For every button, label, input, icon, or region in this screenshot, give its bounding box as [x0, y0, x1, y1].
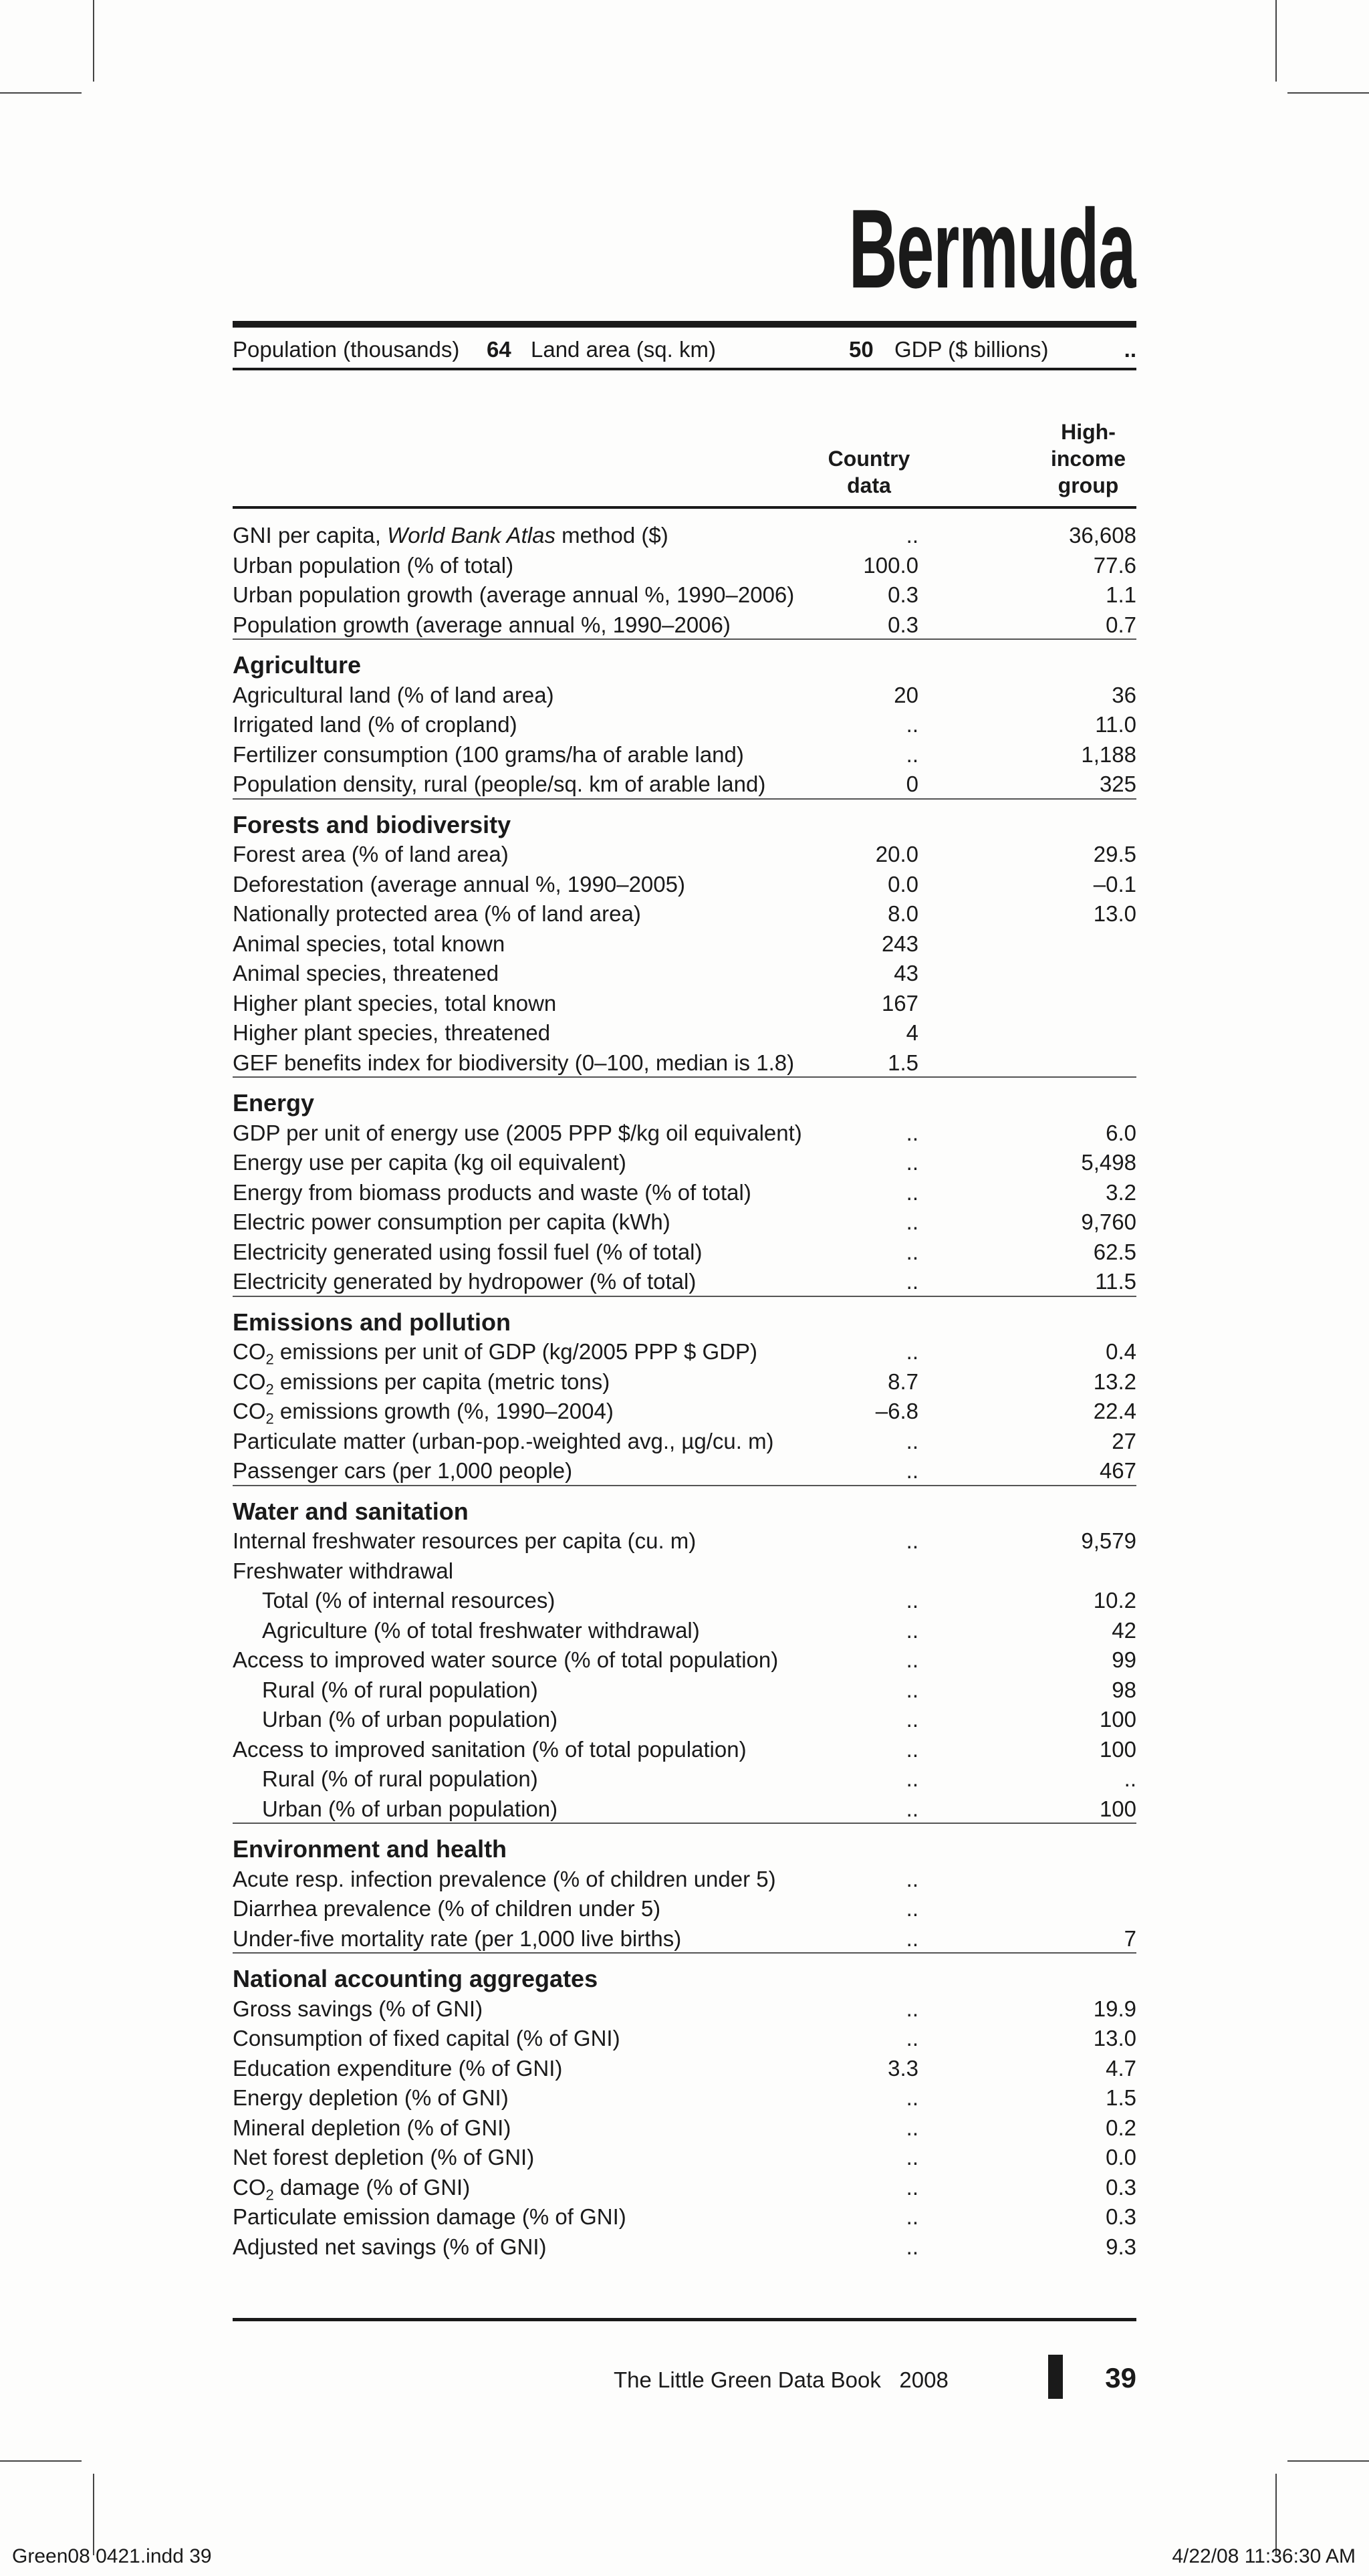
table-row	[233, 1397, 1136, 1426]
row-label: Rural (% of rural population)	[262, 1677, 538, 1702]
crop-mark	[1287, 92, 1369, 94]
country-value: ..	[906, 1179, 918, 1205]
section-divider	[233, 1952, 1136, 1954]
country-value: ..	[906, 712, 918, 737]
row-label: Freshwater withdrawal	[233, 1558, 454, 1583]
bottom-thick-rule	[233, 2318, 1136, 2321]
country-value: ..	[906, 1707, 918, 1732]
country-value: ..	[906, 1925, 918, 1951]
group-value: 36,608	[1069, 523, 1136, 548]
country-value: ..	[906, 2204, 918, 2229]
subscript: 2	[265, 1381, 274, 1398]
row-label: Urban (% of urban population)	[262, 1796, 558, 1821]
country-value: ..	[906, 1766, 918, 1791]
country-value: 3.3	[888, 2055, 918, 2081]
row-label: Irrigated land (% of cropland)	[233, 712, 517, 737]
top-thick-rule	[233, 321, 1136, 328]
crop-mark	[1287, 2460, 1369, 2462]
group-value: 325	[1099, 772, 1136, 796]
row-label: Adjusted net savings (% of GNI)	[233, 2234, 547, 2259]
table-row	[233, 1018, 1136, 1048]
footer-book-title: The Little Green Data Book 2008	[614, 2367, 949, 2392]
row-label: Consumption of fixed capital (% of GNI)	[233, 2026, 620, 2051]
country-value: ..	[906, 2115, 918, 2140]
row-label: Urban (% of urban population)	[262, 1707, 558, 1732]
crop-mark	[1275, 0, 1277, 82]
group-value: 0.7	[1106, 612, 1136, 637]
row-label: GDP per unit of energy use (2005 PPP $/kg oil equivalent)	[233, 1120, 802, 1145]
group-value: 9,760	[1081, 1209, 1136, 1234]
row-label: Gross savings (% of GNI)	[233, 1996, 483, 2021]
row-label: Electricity generated by hydropower (% of total)	[233, 1269, 697, 1294]
table-row	[233, 1337, 1136, 1367]
row-label: Energy from biomass products and waste (% of total)	[233, 1179, 751, 1205]
table-row	[233, 2054, 1136, 2083]
country-value: 8.0	[888, 901, 918, 926]
country-value: ..	[906, 2085, 918, 2110]
table-row	[233, 1148, 1136, 1177]
crop-mark	[0, 92, 82, 94]
population-label: Population (thousands)	[233, 337, 460, 362]
group-value: 0.4	[1106, 1339, 1136, 1364]
country-value: ..	[906, 1428, 918, 1453]
group-value: 3.2	[1106, 1179, 1136, 1205]
table-row	[233, 899, 1136, 929]
table-row	[233, 1924, 1136, 1954]
row-label: Electric power consumption per capita (kWh)	[233, 1209, 670, 1234]
row-label: Passenger cars (per 1,000 people)	[233, 1458, 573, 1483]
group-value: 11.0	[1095, 712, 1136, 737]
row-label: $CO_2$ emissions per capita (metric tons)	[233, 1369, 610, 1398]
section-title: Energy	[233, 1089, 315, 1117]
table-row	[233, 551, 1136, 580]
table-row	[233, 2173, 1136, 2202]
section-title: Forests and biodiversity	[233, 811, 511, 838]
country-value: 20.0	[875, 842, 918, 866]
footer-year: 2008	[899, 2367, 949, 2392]
row-label: Forest area (% of land area)	[233, 842, 509, 866]
table-row	[233, 1894, 1136, 1923]
table-row	[233, 1178, 1136, 1207]
section-divider	[233, 1485, 1136, 1486]
group-value: 98	[1112, 1677, 1136, 1702]
table-row	[233, 1705, 1136, 1734]
table-row	[233, 681, 1136, 710]
country-value: 0	[906, 772, 918, 796]
country-value: ..	[906, 1617, 918, 1643]
table-row	[233, 580, 1136, 610]
country-value: 167	[881, 990, 918, 1016]
slug-datetime: 4/22/08 11:36:30 AM	[1172, 2545, 1356, 2567]
crop-mark	[1275, 2474, 1277, 2555]
subscript: 2	[265, 2186, 274, 2204]
land-area-label: Land area (sq. km)	[531, 337, 716, 362]
section-divider	[233, 1076, 1136, 1078]
group-value: –0.1	[1093, 871, 1136, 897]
table-row	[233, 2232, 1136, 2262]
table-row	[233, 1048, 1136, 1078]
group-value: 62.5	[1093, 1239, 1136, 1264]
section-divider	[233, 1296, 1136, 1297]
section-title: National accounting aggregates	[233, 1965, 598, 1992]
row-label: Access to improved sanitation (% of total population)	[233, 1736, 747, 1762]
group-value: 99	[1112, 1647, 1136, 1672]
group-value: 13.2	[1093, 1369, 1136, 1394]
table-row	[233, 1616, 1136, 1645]
group-value: 4.7	[1106, 2055, 1136, 2081]
row-label: Population growth (average annual %, 1990–2006)	[233, 612, 731, 637]
group-value: 9.3	[1106, 2234, 1136, 2259]
country-value: ..	[906, 2026, 918, 2051]
group-value: 1,188	[1081, 741, 1136, 767]
country-value: ..	[906, 1896, 918, 1921]
crop-mark	[93, 2474, 94, 2555]
group-value: 467	[1099, 1458, 1136, 1483]
country-value: ..	[906, 1269, 918, 1294]
table-row	[233, 2024, 1136, 2053]
country-value: ..	[906, 1528, 918, 1553]
country-value: 0.0	[888, 871, 918, 897]
group-value: ..	[1124, 1766, 1136, 1791]
country-value: ..	[906, 741, 918, 767]
group-value: 5,498	[1081, 1150, 1136, 1175]
table-row	[233, 840, 1136, 869]
row-label: Total (% of internal resources)	[262, 1588, 555, 1613]
section-title: Environment and health	[233, 1835, 507, 1863]
row-label: Nationally protected area (% of land area)	[233, 901, 641, 926]
row-label: $CO_2$ damage (% of GNI)	[233, 2174, 471, 2204]
row-label: Particulate emission damage (% of GNI)	[233, 2204, 626, 2229]
group-value: 13.0	[1093, 901, 1136, 926]
row-label: Net forest depletion (% of GNI)	[233, 2145, 535, 2170]
table-row	[233, 710, 1136, 739]
table-row	[233, 1764, 1136, 1794]
table-row	[233, 1735, 1136, 1764]
table-row	[233, 1427, 1136, 1456]
row-label: $CO_2$ emissions per unit of GDP (kg/2005 PPP $ GDP)	[233, 1339, 758, 1368]
summary-strip	[233, 334, 1136, 365]
page-title: Bermuda	[848, 186, 1135, 312]
row-label: Animal species, total known	[233, 931, 505, 956]
crop-mark	[93, 0, 94, 82]
country-value: ..	[906, 2234, 918, 2259]
row-label: $CO_2$ emissions growth (%, 1990–2004)	[233, 1399, 614, 1427]
table-row	[233, 959, 1136, 988]
row-label: Higher plant species, total known	[233, 990, 557, 1016]
group-value: 9,579	[1081, 1528, 1136, 1553]
section-title: Water and sanitation	[233, 1498, 469, 1525]
country-value: ..	[906, 1209, 918, 1234]
country-value: ..	[906, 1239, 918, 1264]
country-value: ..	[906, 2145, 918, 2170]
country-value: 100.0	[863, 552, 918, 578]
gdp-value: ..	[1124, 337, 1136, 362]
table-row	[233, 1119, 1136, 1148]
section-divider	[233, 638, 1136, 640]
row-label: Population density, rural (people/sq. km of arable land)	[233, 772, 766, 796]
row-label: Education expenditure (% of GNI)	[233, 2055, 563, 2081]
country-value: ..	[906, 1996, 918, 2021]
country-value: ..	[906, 1339, 918, 1364]
section-title: Agriculture	[233, 651, 362, 679]
table-row	[233, 1586, 1136, 1615]
row-label: Energy use per capita (kg oil equivalent)	[233, 1150, 626, 1175]
column-header-country: Country data	[828, 447, 910, 497]
row-label: Urban population (% of total)	[233, 552, 514, 578]
group-value: 29.5	[1093, 842, 1136, 866]
row-label: Diarrhea prevalence (% of children under 5)	[233, 1896, 661, 1921]
group-value: 1.1	[1106, 582, 1136, 607]
country-value: 8.7	[888, 1369, 918, 1394]
row-label: Acute resp. infection prevalence (% of children under 5)	[233, 1866, 776, 1891]
country-value: ..	[906, 1150, 918, 1175]
group-value: 6.0	[1106, 1120, 1136, 1145]
population-value: 64	[487, 337, 511, 362]
table-row	[233, 1526, 1136, 1556]
country-value: ..	[906, 1736, 918, 1762]
table-row	[233, 1238, 1136, 1267]
section-divider	[233, 798, 1136, 800]
table-row	[233, 1556, 1136, 1586]
subscript: 2	[265, 1351, 274, 1368]
row-label: Deforestation (average annual %, 1990–2005)	[233, 871, 685, 897]
section-divider	[233, 1823, 1136, 1824]
table-row	[233, 1994, 1136, 2024]
table-row	[233, 610, 1136, 640]
table-row	[233, 929, 1136, 959]
table-row	[233, 740, 1136, 770]
group-value: 100	[1099, 1707, 1136, 1732]
group-value: 100	[1099, 1736, 1136, 1762]
group-value: 0.3	[1106, 2174, 1136, 2200]
page-number: 39	[1105, 2362, 1136, 2393]
footer-bar	[1048, 2355, 1063, 2399]
row-label: Electricity generated using fossil fuel (% of total)	[233, 1239, 703, 1264]
country-value: 0.3	[888, 612, 918, 637]
country-value: ..	[906, 1588, 918, 1613]
row-label: Agricultural land (% of land area)	[233, 682, 554, 707]
country-value: ..	[906, 1120, 918, 1145]
land-area-value: 50	[849, 337, 874, 362]
table-row	[233, 1207, 1136, 1237]
row-label: Under-five mortality rate (per 1,000 live births)	[233, 1925, 682, 1951]
table-row	[233, 989, 1136, 1018]
country-value: ..	[906, 1796, 918, 1821]
group-value: 0.3	[1106, 2204, 1136, 2229]
country-value: ..	[906, 523, 918, 548]
label-italic: World Bank Atlas	[387, 523, 555, 548]
row-label: GNI per capita, World Bank Atlas method ($)	[233, 523, 668, 548]
group-value: 22.4	[1093, 1399, 1136, 1423]
group-value: 77.6	[1093, 552, 1136, 578]
group-value: 10.2	[1093, 1588, 1136, 1613]
country-value: ..	[906, 1458, 918, 1483]
table-row	[233, 1675, 1136, 1705]
table-row	[233, 2113, 1136, 2143]
table-row	[233, 2143, 1136, 2172]
group-value: 7	[1124, 1925, 1136, 1951]
gdp-label: GDP ($ billions)	[894, 337, 1049, 362]
column-header-group: High- income group	[1050, 420, 1126, 497]
row-label: Higher plant species, threatened	[233, 1020, 551, 1045]
country-value: ..	[906, 2174, 918, 2200]
table-row	[233, 1645, 1136, 1675]
row-label: Internal freshwater resources per capita (cu. m)	[233, 1528, 697, 1553]
country-value: 4	[906, 1020, 918, 1045]
row-label: GEF benefits index for biodiversity (0–100, median is 1.8)	[233, 1050, 795, 1075]
group-value: 27	[1112, 1428, 1136, 1453]
country-value: ..	[906, 1647, 918, 1672]
table-row	[233, 1865, 1136, 1894]
group-value: 0.0	[1106, 2145, 1136, 2170]
table-row	[233, 1794, 1136, 1824]
group-value: 100	[1099, 1796, 1136, 1821]
country-value: 0.3	[888, 582, 918, 607]
table-row	[233, 1267, 1136, 1296]
group-value: 19.9	[1093, 1996, 1136, 2021]
section-title: Emissions and pollution	[233, 1308, 511, 1336]
row-label: Access to improved water source (% of total population)	[233, 1647, 779, 1672]
country-value: –6.8	[875, 1399, 918, 1423]
table-row	[233, 1456, 1136, 1486]
row-label: Energy depletion (% of GNI)	[233, 2085, 509, 2110]
group-value: 36	[1112, 682, 1136, 707]
table-row	[233, 521, 1136, 550]
header-rule	[233, 506, 1136, 509]
row-label: Rural (% of rural population)	[262, 1766, 538, 1791]
summary-rule	[233, 368, 1136, 370]
group-value: 0.2	[1106, 2115, 1136, 2140]
table-row	[233, 770, 1136, 799]
country-value: 43	[894, 961, 918, 985]
row-label: Animal species, threatened	[233, 961, 499, 985]
group-value: 13.0	[1093, 2026, 1136, 2051]
row-label: Mineral depletion (% of GNI)	[233, 2115, 511, 2140]
slug-file: Green08 0421.indd 39	[12, 2545, 212, 2567]
row-label: Particulate matter (urban-pop.-weighted avg., µg/cu. m)	[233, 1428, 774, 1453]
crop-mark	[0, 2460, 82, 2462]
group-value: 42	[1112, 1617, 1136, 1643]
country-value: ..	[906, 1866, 918, 1891]
table-row	[233, 1367, 1136, 1397]
group-value: 11.5	[1095, 1269, 1136, 1294]
country-value: ..	[906, 1677, 918, 1702]
table-row	[233, 2202, 1136, 2232]
group-value: 1.5	[1106, 2085, 1136, 2110]
subscript: 2	[265, 1410, 274, 1427]
country-value: 20	[894, 682, 918, 707]
country-value: 243	[881, 931, 918, 956]
row-label: Agriculture (% of total freshwater withdrawal)	[262, 1617, 700, 1643]
row-label: Urban population growth (average annual %, 1990–2006)	[233, 582, 795, 607]
table-row	[233, 2083, 1136, 2113]
table-row	[233, 870, 1136, 899]
row-label: Fertilizer consumption (100 grams/ha of arable land)	[233, 741, 744, 767]
country-value: 1.5	[888, 1050, 918, 1075]
